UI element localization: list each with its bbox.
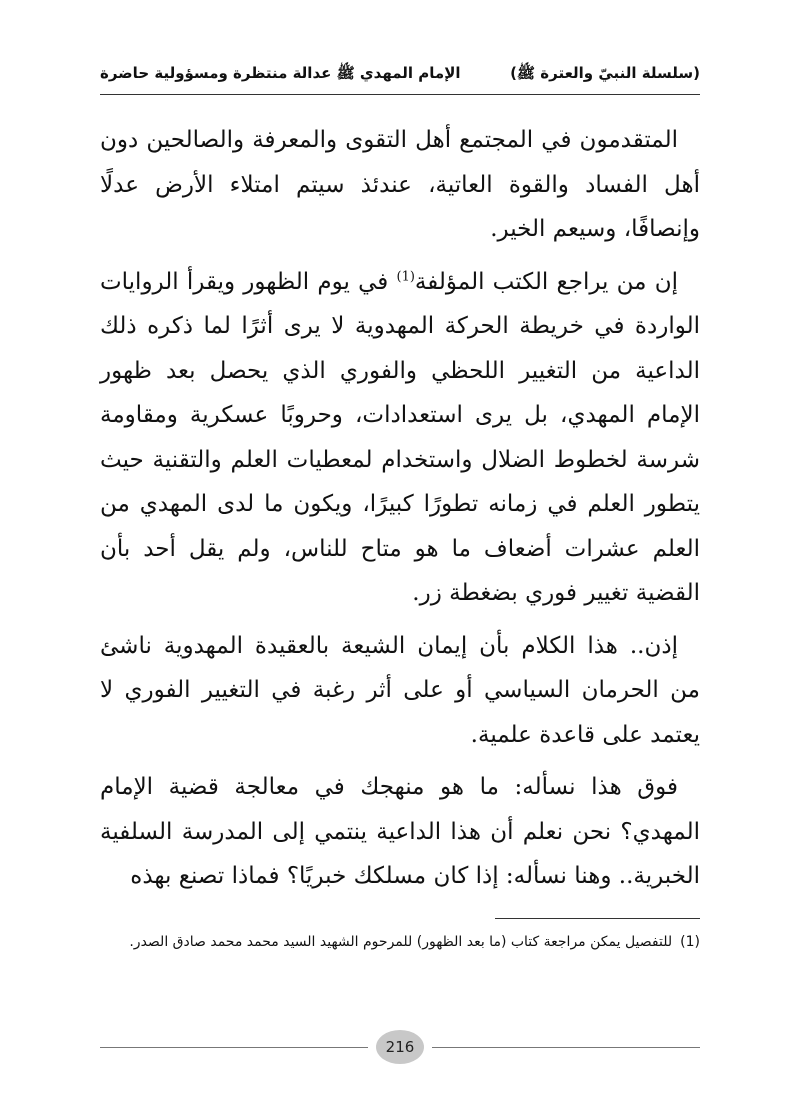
paragraph-2-start: إن من يراجع الكتب المؤلفة: [414, 268, 678, 295]
paragraph-2: [100, 260, 700, 616]
footnote-number: (1): [680, 934, 700, 950]
running-header: [100, 58, 700, 92]
page-number-rule-right: [432, 1047, 700, 1048]
paragraph-3: إذن.. هذا الكلام بأن إيمان الشيعة بالعقيدة المهدوية ناشئ من الحرمان السياسي أو على أثر رغبة في التغيير الفوري لا يعتمد على قاعدة علمية.: [100, 632, 700, 748]
footnote-divider: [495, 918, 700, 919]
paragraph-2-rest: في يوم الظهور ويقرأ الروايات الواردة في خريطة الحركة المهدوية لا يرى أثرًا لما ذكره ذلك الداعية من التغيير اللحظي والفوري الذي يحصل بعد ظهور الإمام المهدي، بل يرى استعدادات، وحروبًا عسكرية ومقاومة شرسة لخطوط الضلال واستخدام لمعطيات العلم والتقنية حيث يتطور العلم في زمانه تطورًا كبيرًا، ويكون ما لدى المهدي من العلم عشرات أضعاف ما هو متاح للناس، ولم يقل أحد بأن القضية تغيير فوري بضغطة زر.: [100, 268, 700, 606]
header-divider: [100, 94, 700, 95]
book-title: الإمام المهدي ﷺ عدالة منتظرة ومسؤولية حاضرة: [100, 64, 461, 82]
footnote-reference[interactable]: (1): [396, 268, 415, 284]
page-number-rule-left: [100, 1047, 368, 1048]
footnote: [100, 930, 700, 955]
paragraph-1: المتقدمون في المجتمع أهل التقوى والمعرفة والصالحين دون أهل الفساد والقوة العاتية، عندئذ سيتم امتلاء الأرض عدلًا وإنصافًا، وسيعم الخير.: [100, 127, 700, 242]
series-title: (سلسلة النبيّ والعترة ﷺ): [510, 64, 700, 82]
footnote-text: للتفصيل يمكن مراجعة كتاب (ما بعد الظهور) للمرحوم الشهيد السيد محمد محمد صادق الصدر.: [129, 934, 673, 950]
page-number: 216: [376, 1030, 424, 1064]
main-text: [100, 118, 700, 907]
paragraph-4: فوق هذا نسأله: ما هو منهجك في معالجة قضية الإمام المهدي؟ نحن نعلم أن هذا الداعية ينتمي إلى المدرسة السلفية الخبرية.. وهنا نسأله: إذا كان مسلكك خبريًا؟ فماذا تصنع بهذه: [100, 774, 700, 889]
